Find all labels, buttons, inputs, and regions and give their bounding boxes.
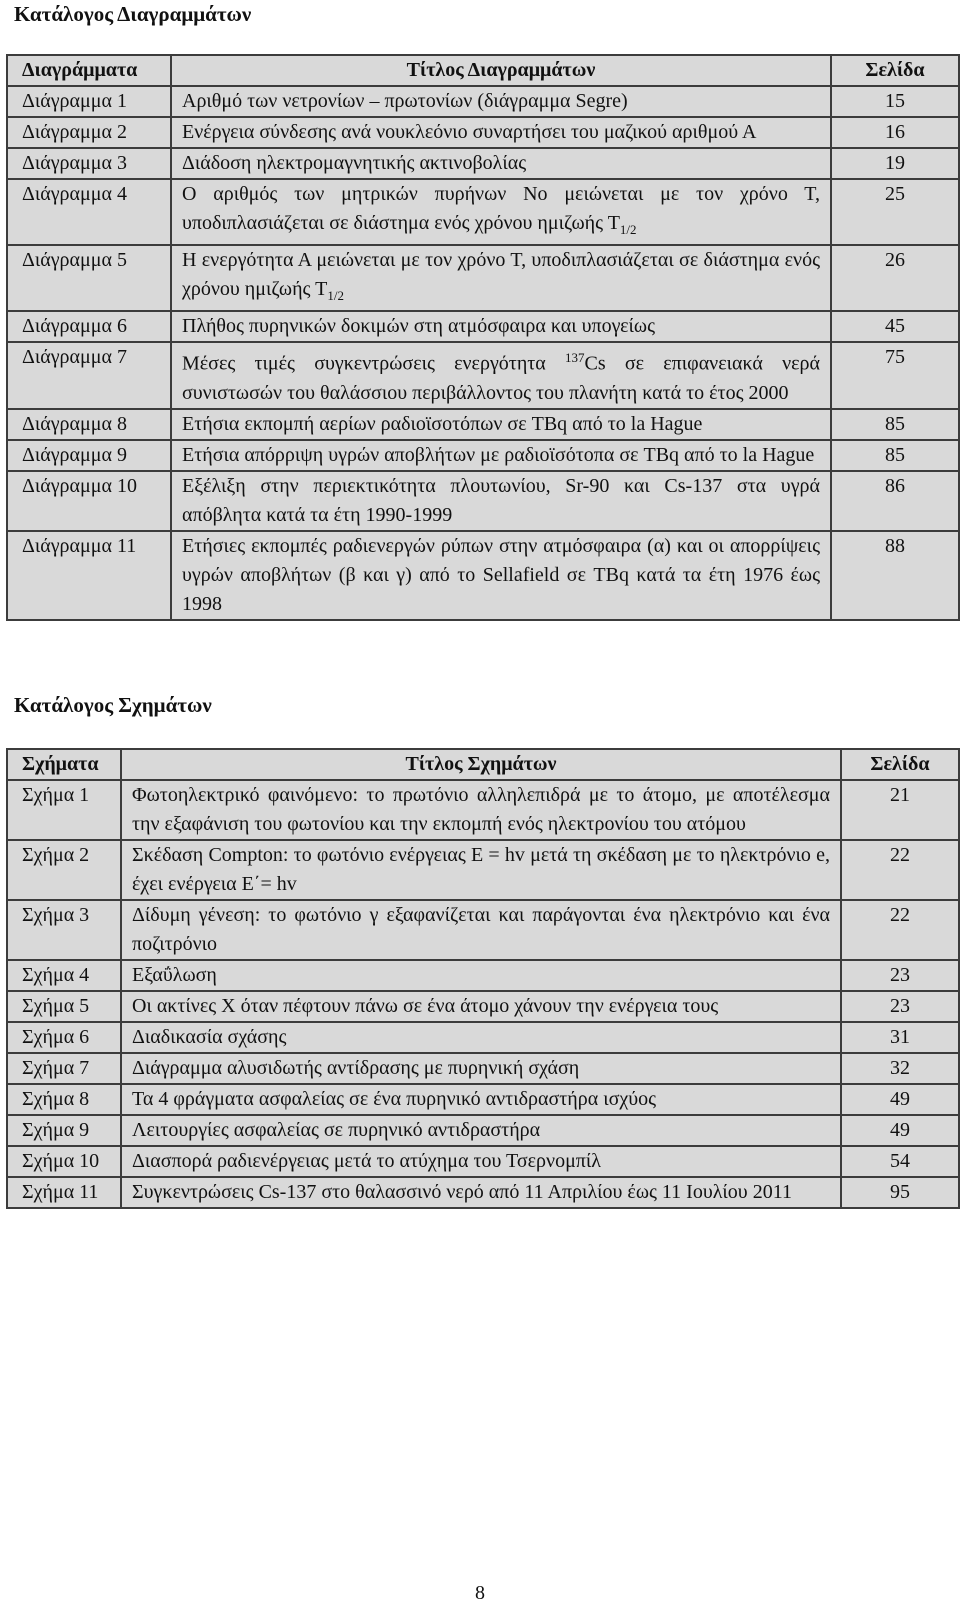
column-header-page: Σελίδα	[841, 749, 959, 780]
figure-title: Διάγραμμα αλυσιδωτής αντίδρασης με πυρηνική σχάση	[132, 1057, 580, 1079]
diagram-row	[7, 471, 959, 531]
figure-row	[7, 900, 959, 960]
column-header-figure-title: Τίτλος Σχημάτων	[121, 749, 841, 780]
diagram-title-cell	[171, 245, 831, 311]
figure-page: 22	[841, 840, 959, 900]
diagram-title: Ο αριθμός των μητρικών πυρήνων Νο μειώνεται με τον χρόνο Τ, υποδιπλασιάζεται σε διάστημα ενός χρόνου ημιζωής Τ	[182, 183, 820, 234]
diagram-label: Διάγραμμα 10	[7, 471, 171, 531]
diagram-title-cell	[171, 179, 831, 245]
column-header-diagrams: Διαγράμματα	[7, 55, 171, 86]
figure-page: 54	[841, 1146, 959, 1177]
figure-label: Σχήμα 7	[7, 1053, 121, 1084]
diagram-page: 85	[831, 440, 959, 471]
diagram-title-cell	[171, 117, 831, 148]
diagram-title-cell	[171, 409, 831, 440]
figure-title-cell	[121, 1146, 841, 1177]
diagram-label: Διάγραμμα 1	[7, 86, 171, 117]
figure-page: 32	[841, 1053, 959, 1084]
figure-row	[7, 1177, 959, 1208]
diagram-title-subscript: 1/2	[327, 288, 344, 303]
diagram-page: 16	[831, 117, 959, 148]
figure-row	[7, 1146, 959, 1177]
diagrams-list-heading: Κατάλογος Διαγραμμάτων	[14, 2, 252, 26]
column-header-figures: Σχήματα	[7, 749, 121, 780]
diagram-title: Διάδοση ηλεκτρομαγνητικής ακτινοβολίας	[182, 152, 527, 174]
diagram-title-cell	[171, 148, 831, 179]
figure-title-cell	[121, 1177, 841, 1208]
diagram-title: Ετήσια εκπομπή αερίων ραδιοϊσοτόπων σε TBq από το la Hague	[182, 412, 703, 435]
figure-label: Σχήμα 10	[7, 1146, 121, 1177]
diagrams-header-row	[7, 55, 959, 86]
figure-page: 31	[841, 1022, 959, 1053]
figure-title-cell	[121, 900, 841, 960]
figure-title-cell	[121, 1115, 841, 1146]
figure-title-cell	[121, 991, 841, 1022]
figure-label: Σχήμα 8	[7, 1084, 121, 1115]
diagram-page: 19	[831, 148, 959, 179]
figures-header-row	[7, 749, 959, 780]
figure-title-cell	[121, 960, 841, 991]
figure-label: Σχήμα 4	[7, 960, 121, 991]
diagram-title-cell	[171, 311, 831, 342]
figure-title-cell	[121, 840, 841, 900]
diagram-label: Διάγραμμα 6	[7, 311, 171, 342]
diagram-label: Διάγραμμα 9	[7, 440, 171, 471]
diagram-row	[7, 179, 959, 245]
diagram-label: Διάγραμμα 11	[7, 531, 171, 620]
diagrams-table-body	[7, 86, 959, 620]
diagram-page: 25	[831, 179, 959, 245]
diagram-page: 88	[831, 531, 959, 620]
column-header-page: Σελίδα	[831, 55, 959, 86]
figure-title: Συγκεντρώσεις Cs-137 στο θαλασσινό νερό από 11 Απριλίου έως 11 Ιουλίου 2011	[132, 1181, 792, 1203]
figure-title: Τα 4 φράγματα ασφαλείας σε ένα πυρηνικό αντιδραστήρα ισχύος	[132, 1088, 657, 1110]
figure-label: Σχήμα 3	[7, 900, 121, 960]
diagram-title-cell	[171, 86, 831, 117]
figure-title: Σκέδαση Compton: το φωτόνιο ενέργειας E = hv μετά τη σκέδαση με το ηλεκτρόνιο e, έχει ενέργεια E΄= hv	[132, 844, 830, 895]
figure-page: 23	[841, 991, 959, 1022]
diagrams-table	[6, 54, 960, 621]
figures-table-body	[7, 780, 959, 1208]
figure-row	[7, 1022, 959, 1053]
diagram-page: 75	[831, 342, 959, 409]
column-header-diagram-title: Τίτλος Διαγραμμάτων	[171, 55, 831, 86]
diagram-title: Η ενεργότητα Α μειώνεται με τον χρόνο Τ, υποδιπλασιάζεται σε διάστημα ενός χρόνου ημιζωής Τ	[182, 249, 820, 300]
figure-title-cell	[121, 1084, 841, 1115]
figure-title: Διασπορά ραδιενέργειας μετά το ατύχημα του Τσερνομπίλ	[132, 1150, 601, 1172]
diagram-label: Διάγραμμα 3	[7, 148, 171, 179]
diagram-row	[7, 311, 959, 342]
figure-label: Σχήμα 1	[7, 780, 121, 840]
figure-title-cell	[121, 1053, 841, 1084]
diagram-title-cell	[171, 440, 831, 471]
figure-row	[7, 991, 959, 1022]
diagram-row	[7, 409, 959, 440]
diagram-title: Πλήθος πυρηνικών δοκιμών στη ατμόσφαιρα και υπογείως	[182, 315, 655, 337]
figure-title-cell	[121, 1022, 841, 1053]
diagram-row	[7, 245, 959, 311]
diagram-page: 85	[831, 409, 959, 440]
diagram-page: 15	[831, 86, 959, 117]
diagram-page: 45	[831, 311, 959, 342]
diagram-label: Διάγραμμα 8	[7, 409, 171, 440]
figure-title: Διαδικασία σχάσης	[132, 1026, 287, 1048]
diagram-label: Διάγραμμα 5	[7, 245, 171, 311]
figure-row	[7, 960, 959, 991]
figure-title: Φωτοηλεκτρικό φαινόμενο: το πρωτόνιο αλληλεπιδρά με το άτομο, με αποτέλεσμα την εξαφάνιση του φωτονίου και την εκπομπή ενός ηλεκτρονίου του ατόμου	[132, 784, 830, 835]
figure-label: Σχήμα 11	[7, 1177, 121, 1208]
figure-row	[7, 1115, 959, 1146]
figure-label: Σχήμα 9	[7, 1115, 121, 1146]
figure-page: 23	[841, 960, 959, 991]
figure-page: 95	[841, 1177, 959, 1208]
figure-row	[7, 840, 959, 900]
diagram-row	[7, 86, 959, 117]
figures-list-heading: Κατάλογος Σχημάτων	[14, 693, 212, 717]
diagram-title: Αριθμό των νετρονίων – πρωτονίων (διάγραμμα Segre)	[182, 90, 628, 112]
diagram-label: Διάγραμμα 4	[7, 179, 171, 245]
figure-row	[7, 780, 959, 840]
diagram-title: Ετήσιες εκπομπές ραδιενεργών ρύπων στην ατμόσφαιρα (α) και οι απορρίψεις υγρών αποβλήτων (β και γ) από το Sellafield σε TBq κατά τα έτη 1976 έως 1998	[182, 534, 820, 615]
figure-page: 49	[841, 1115, 959, 1146]
figure-page: 49	[841, 1084, 959, 1115]
diagram-page: 26	[831, 245, 959, 311]
figure-title: Δίδυμη γένεση: το φωτόνιο γ εξαφανίζεται και παράγονται ένα ηλεκτρόνιο και ένα ποζιτρόνιο	[132, 904, 830, 955]
diagram-row	[7, 531, 959, 620]
diagram-label: Διάγραμμα 7	[7, 342, 171, 409]
figure-label: Σχήμα 5	[7, 991, 121, 1022]
diagram-title-cell	[171, 471, 831, 531]
diagram-row	[7, 342, 959, 409]
figure-title: Εξαΰλωση	[132, 964, 217, 986]
figure-title-cell	[121, 780, 841, 840]
diagram-title: Ετήσια απόρριψη υγρών αποβλήτων με ραδιοϊσότοπα σε TBq από το la Hague	[182, 443, 815, 466]
diagram-row	[7, 117, 959, 148]
diagram-title-cell	[171, 531, 831, 620]
diagram-title: Εξέλιξη στην περιεκτικότητα πλουτωνίου, Sr-90 και Cs-137 στα υγρά απόβλητα κατά τα έτη 1990-1999	[182, 474, 820, 526]
diagram-title: Cs σε επιφανειακά νερά συνιστωσών του θαλάσσιου περιβάλλοντος του πλανήτη κατά το έτος 2000	[182, 352, 820, 404]
figure-row	[7, 1084, 959, 1115]
figure-title: Λειτουργίες ασφαλείας σε πυρηνικό αντιδραστήρα	[132, 1119, 541, 1141]
figure-row	[7, 1053, 959, 1084]
diagram-title-cell	[171, 342, 831, 409]
diagram-title-subscript: 1/2	[619, 222, 637, 237]
figure-label: Σχήμα 2	[7, 840, 121, 900]
diagram-row	[7, 440, 959, 471]
diagram-title: Ενέργεια σύνδεσης ανά νουκλεόνιο συναρτήσει του μαζικού αριθμού Α	[182, 121, 757, 143]
figure-label: Σχήμα 6	[7, 1022, 121, 1053]
figure-page: 21	[841, 780, 959, 840]
diagram-label: Διάγραμμα 2	[7, 117, 171, 148]
diagram-title-superscript: 137	[565, 350, 585, 365]
figures-table	[6, 748, 960, 1209]
figure-page: 22	[841, 900, 959, 960]
figure-title: Οι ακτίνες Χ όταν πέφτουν πάνω σε ένα άτομο χάνουν την ενέργεια τους	[132, 995, 719, 1017]
diagram-page: 86	[831, 471, 959, 531]
diagram-row	[7, 148, 959, 179]
page-number: 8	[475, 1582, 485, 1604]
diagram-title-prefix: Μέσες τιμές συγκεντρώσεις ενεργότητα	[182, 352, 566, 375]
